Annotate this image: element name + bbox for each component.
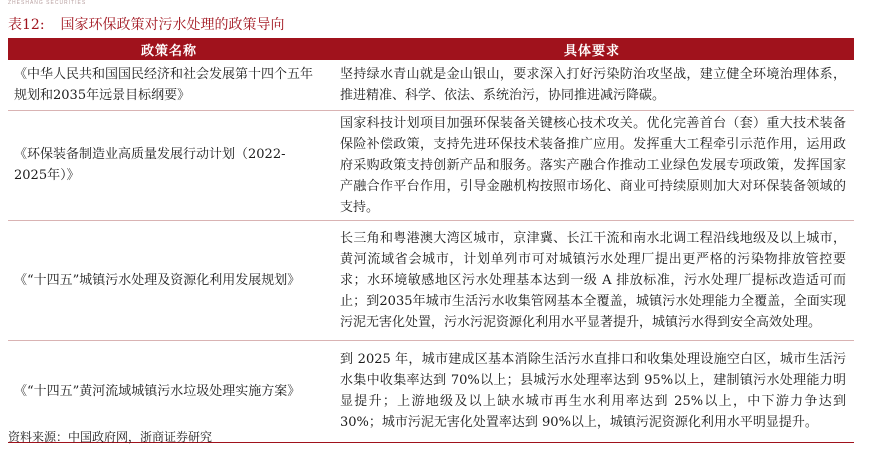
table-title: 国家环保政策对污水处理的政策导向 (60, 17, 285, 33)
table-row (8, 340, 854, 442)
table-caption (8, 14, 285, 36)
policy-name-cell: 《“十四五”黄河流域城镇污水垃圾处理实施方案》 (8, 340, 330, 442)
table-number: 表12: (8, 17, 45, 33)
policy-name-cell: 《“十四五”城镇污水处理及资源化利用发展规划》 (8, 220, 330, 340)
requirement-cell: 长三角和粤港澳大湾区城市，京津冀、长江干流和南水北调工程沿线地级及以上城市，黄河流域省会城市，计划单列市可对城镇污水处理厂提出更严格的污染物排放管控要求；水环境敏感地区污水处理基本达到一级 A 排放标准，污水处理厂提标改造适可而止；到2035年城市生活污水收集管网基本全覆盖，城镇污水处理能力全覆盖，全面实现污泥无害化处置，污水污泥资源化利用水平显著提升，城镇污水得到安全高效处理。 (330, 220, 854, 340)
requirement-cell: 坚持绿水青山就是金山银山，要求深入打好污染防治攻坚战，建立健全环境治理体系，推进精准、科学、依法、系统治污，协同推进减污降碳。 (330, 60, 854, 110)
policy-table (8, 38, 854, 443)
column-header-requirement: 具体要求 (330, 38, 854, 60)
policy-name-cell: 《中华人民共和国国民经济和社会发展第十四个五年规划和2035年远景目标纲要》 (8, 60, 330, 110)
policy-name-cell: 《环保装备制造业高质量发展行动计划（2022-2025年）》 (8, 110, 330, 220)
table-row (8, 110, 854, 220)
source-note: 资料来源：中国政府网，浙商证券研究 (8, 430, 213, 444)
table-row (8, 60, 854, 110)
requirement-cell: 到 2025 年，城市建成区基本消除生活污水直排口和收集处理设施空白区，城市生活污水集中收集率达到 70%以上；县城污水处理率达到 95%以上，建制镇污水处理能力明显提升；上游地级及以上缺水城市再生水利用率达到 25%以上，中下游力争达到 30%；城市污泥无害化处置率达到 90%以上，城镇污泥资源化利用水平明显提升。 (330, 340, 854, 442)
table-header-row (8, 38, 854, 60)
brand-logo: ZHESHANG SECURITIES (8, 0, 87, 6)
column-header-policy: 政策名称 (8, 38, 330, 60)
table-row (8, 220, 854, 340)
requirement-cell: 国家科技计划项目加强环保装备关键核心技术攻关。优化完善首台（套）重大技术装备保险补偿政策，支持先进环保技术装备推广应用。发挥重大工程牵引示范作用，运用政府采购政策支持创新产品和服务。落实产融合作推动工业绿色发展专项政策，发挥国家产融合作平台作用，引导金融机构按照市场化、商业可持续原则加大对环保装备领域的支持。 (330, 110, 854, 220)
